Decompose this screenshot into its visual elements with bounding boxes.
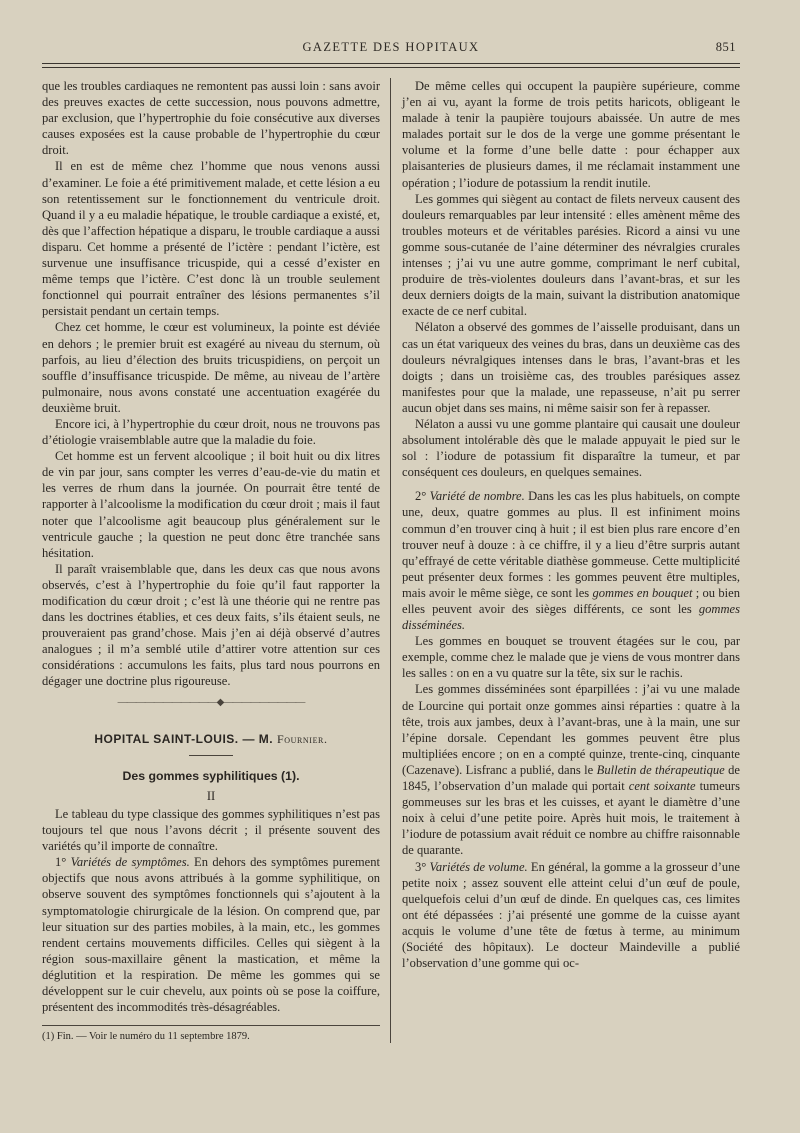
numeral: 1° [55, 855, 71, 870]
paragraph: Il en est de même chez l’homme que nous venons aussi d’examiner. Le foie a été primitivement malade, et cette lésion a eu son retentissement sur le fonctionnement du ventricule droit. Quand il y a eu maladie hépatique, le trouble cardiaque a existé, et, dès que l’affection hépatique a disparu, le trouble cardiaque a aussi disparu. Cet homme a présenté de l’ictère : pendant l’ictère, est survenue une insuffisance tricuspide, qui a cessé d’exister en même temps que l’ictère. C’est donc là un trouble seulement fonctionnel qui pourrait entraîner des lésions permanentes s’il persistait pendant un certain temps. [42, 159, 380, 319]
numeral: 2° [415, 489, 430, 504]
paragraph-text: Les gommes disséminées sont éparpillées : j’ai vu une malade de Lourcine qui portait onze gommes ainsi réparties : quatre à la tête, trois aux jambes, deux à l’avant-bras, une à la main, une sur l’épine dorsale. Cependant les gommes peuvent être plus multipliées encore ; on en a compté quinze, trente-cinq, cinquante (Cazenave). Lisfranc a publié, dans le [402, 682, 740, 777]
hospital-doctor-name: Fournier. [276, 731, 328, 746]
page-number: 851 [715, 40, 736, 54]
footnote-rule [42, 1025, 380, 1026]
article-title: Des gommes syphilitiques (1). [122, 768, 300, 783]
paragraph-text: Dans les cas les plus habituels, on compte une, deux, quatre gommes au plus. Il est infiniment moins commun d’en trouver cinq à huit ; il est bien plus rare encore d’en trouver neuf à douze : à ce chiffre, il y a lieu d’être surpris autant qu’effrayé de cette véritable diathèse gommeuse. Cette multiplicité peut présenter deux formes : les gommes peuvent être multiples, mais avoir le même siège, ce sont les [402, 489, 740, 600]
footnote: (1) Fin. — Voir le numéro du 11 septembre 1879. [42, 1031, 250, 1043]
header-double-rule [42, 63, 740, 68]
paragraph [42, 854, 380, 1015]
paragraph [402, 488, 740, 633]
page-header [42, 40, 740, 62]
italic-term: cent soixante [628, 779, 696, 794]
short-rule [189, 755, 233, 756]
paragraph: Nélaton a observé des gommes de l’aisselle produisant, dans un cas un état variqueux des veines du bras, dans un deuxième cas des douleurs névralgiques intenses dans le bras, l’avant-bras et les doigts ; dans un troisième cas, des troubles parésiques assez manifestes pour que la malade, une repasseuse, n’ait pu serrer aucun objet dans ses mains, ni même saisir son fer à repasser. [402, 320, 740, 415]
paragraph: Chez cet homme, le cœur est volumineux, la pointe est déviée en dehors ; le premier bruit est exagéré au niveau du sternum, où parfois, au lieu d’élection des bruits tricuspidiens, on perçoit un souffle d’insuffisance tricuspide. De même, au niveau de l’artère pulmonaire, nous avons constaté une accentuation exagérée du deuxième bruit. [42, 320, 380, 415]
section-divider-ornament: ―――――――――――◆――――――――― [117, 696, 305, 708]
italic-term: Bulletin de thérapeutique [596, 762, 725, 777]
left-column [42, 78, 390, 1043]
italic-subheading: Variété de nombre. [429, 489, 525, 504]
paragraph [402, 681, 740, 858]
paragraph: De même celles qui occupent la paupière supérieure, comme j’en ai vu, ayant la forme de trois petits haricots, obligeant le malade à tenir la paupière toujours abaissée. Un autre de mes malades portait sur le dos de la verge une gomme présentant le volume et la forme d’une belle datte : pour échapper aux plaisanteries de plusieurs dames, il me réclamait instamment une opération ; l’iodure de potassium la rendit inutile. [402, 79, 740, 190]
paragraph: que les troubles cardiaques ne remontent pas aussi loin : sans avoir des preuves exactes de cette succession, nous pouvons admettre, par exclusion, que l’hypertrophie du foie consécutive aux diverses causes exposées est la cause probable de l’hypertrophie du cœur droit. [42, 79, 380, 158]
italic-term: gommes en bouquet [592, 585, 693, 600]
two-column-body [42, 78, 740, 1043]
paragraph: Le tableau du type classique des gommes syphilitiques n’est pas toujours tel que nous l’avons décrit ; il présente souvent des variétés qu’il importe de connaître. [42, 806, 380, 854]
italic-subheading: Variétés de symptômes. [70, 855, 190, 870]
paragraph: Encore ici, à l’hypertrophie du cœur droit, nous ne trouvons pas d’étiologie vraisemblable autre que la maladie du foie. [42, 416, 380, 448]
paragraph-text: ; ou bien elles peuvent avoir des sièges différents, ce sont les [402, 585, 740, 616]
paragraph-text: tumeurs gommeuses sur les bras et les cuisses, et ayant le diamètre d’une noix à celui d’une petite poire. Après huit mois, le traitement à l’iodure de potassium avait réduit ce nombre au chiffre raisonnable de quarante. [402, 779, 740, 858]
paragraph: Nélaton a aussi vu une gomme plantaire qui causait une douleur absolument intolérable dès que le malade appuyait le pied sur le sol : l’iodure de potassium fit disparaître la tumeur, et par conséquent ces douleurs, en quelques semaines. [402, 416, 740, 480]
journal-title: GAZETTE DES HOPITAUX [302, 40, 480, 54]
italic-term: gommes disséminées. [402, 602, 740, 633]
paragraph: Les gommes qui siègent au contact de filets nerveux causent des douleurs remarquables par leur intensité : elles amènent même des troubles moteurs et de véritables parésies. Ricord a ainsi vu une gomme sous-cutanée de l’aine déterminer des névralgies crurales intenses ; j’ai vu une autre gomme, comprimant le nerf cubital, produire de très-violentes douleurs dans l’avant-bras, et sur les deux derniers doigts de la main, suivant la distribution anatomique exacte de ce nerf cubital. [402, 191, 740, 319]
paragraph: Cet homme est un fervent alcoolique ; il boit huit ou dix litres de vin par jour, sans compter les verres d’eau-de-vie du matin et les verres de rhum dans la journée. On pourrait être tenté de rapporter à l’alcoolisme la modification du cœur droit ; mais il faut noter que l’alcoolisme agit beaucoup plus généralement sur le ventricule gauche ; la question ne peut donc être tranchée sans hésitation. [42, 449, 380, 560]
paragraph-text: En général, la gomme a la grosseur d’une petite noix ; assez souvent elle atteint celui d’un œuf de poule, quelquefois celui d’un œuf de dinde. En quelques cas, ces limites ont été dépassées : j’ai présenté une gomme de la cuisse ayant acquis le volume d’une tête de fœtus à terme, au minimum (Société des hôpitaux). Le docteur Maindeville a publié l’observation d’une gomme qui oc- [402, 859, 741, 971]
numeral: 3° [415, 859, 430, 874]
paragraph-text: En dehors des symptômes purement objectifs que nous avons attribués à la gomme syphilitique, on observe souvent des symptômes fonctionnels qui s’ajoutent à la symptomatologie chirurgicale de la lésion. On comprend que, par leur situation sur des parties mobiles, à la main, etc., les gommes rendent certains mouvements difficiles. Celles qui siègent à la région sous-maxillaire gênent la mastication, et même la déglutition et la respiration. De même les gommes qui se développent sur le cuir chevelu, aux points où se pose la coiffure, présentent des incommodités très-désagréables. [42, 855, 380, 1015]
italic-subheading: Variétés de volume. [429, 859, 528, 874]
section-number: II [206, 788, 216, 803]
paragraph: Les gommes en bouquet se trouvent étagées sur le cou, par exemple, comme chez le malade que je viens de vous montrer dans les salles : on en a vu quatre sur la tête, six sur le rachis. [402, 634, 740, 681]
paragraph: Il paraît vraisemblable que, dans les deux cas que nous avons observés, c’est à l’hypertrophie du foie qu’il faut rapporter la modification du cœur droit ; c’est là une théorie qui ne rentre pas dans les doctrines établies, et ces deux faits, s’ils étaient seuls, ne prouveraient pas grand’chose. Mais j’en ai déjà observé d’autres analogues ; il m’a semblé utile d’attirer votre attention sur ces considérations : accumulons les faits, plus tard nous pourrons en dégager une doctrine plus rigoureuse. [42, 561, 380, 689]
right-column [390, 78, 740, 1043]
paragraph [402, 859, 740, 972]
hospital-heading-text: HOPITAL SAINT-LOUIS. — M. [94, 731, 274, 746]
paragraph-text: de 1845, l’observation d’un malade qui portait [402, 762, 741, 794]
hospital-heading [42, 731, 380, 747]
